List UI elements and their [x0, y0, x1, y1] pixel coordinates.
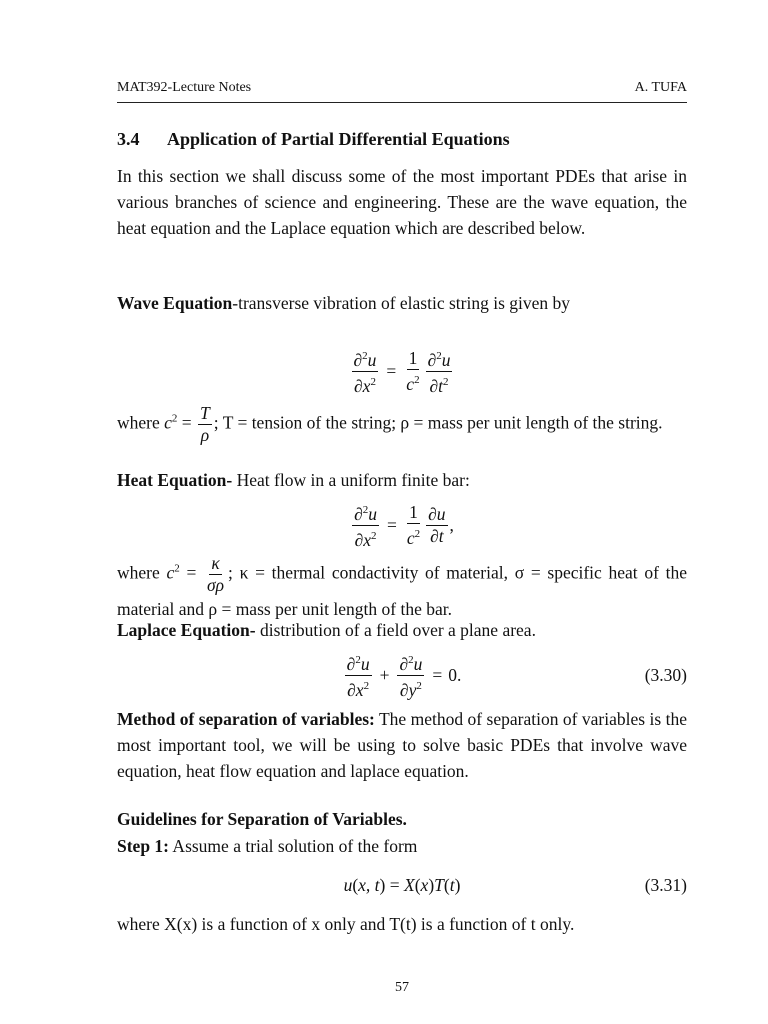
heat-where: where $c^2$ = $\frac{\kappa}{\sigma\rho}$ ; κ = thermal condactivity of material, σ = specific heat of the material and ρ = mass per unit length of the bar.	[117, 553, 687, 619]
method-label: Method of separation of variables:	[117, 709, 375, 729]
step1-label: Step 1:	[117, 836, 170, 856]
laplace-text: distribution of a field over a plane area.	[255, 620, 536, 640]
step1-heading	[117, 833, 687, 859]
step1-text: Assume a trial solution of the form	[169, 836, 418, 856]
laplace-heading	[117, 617, 687, 643]
header-author: A. TUFA	[634, 80, 687, 95]
guidelines-title	[117, 806, 687, 832]
section-title-text: Application of Partial Differential Equations	[167, 129, 510, 149]
header-rule	[117, 102, 687, 103]
laplace-eq-number: (3.30)	[644, 664, 687, 685]
wave-label: Wave Equation	[117, 293, 233, 313]
step1-eq-number: (3.31)	[644, 874, 687, 895]
laplace-equation: $\frac{\partial^2u}{\partial x^2}$ + $\frac{\partial^2u}{\partial y^2}$ = 0. (3.30)	[117, 650, 687, 701]
page	[117, 0, 687, 1024]
heat-equation: $\frac{\partial^2u}{\partial x^2}$ = $\frac{1}{c^2}$ $\frac{\partial u}{\partial t}$ ,	[354, 501, 454, 550]
running-header	[117, 80, 687, 100]
header-course: MAT392-Lecture Notes	[117, 80, 252, 95]
wave-heading	[117, 290, 687, 316]
intro-paragraph: In this section we shall discuss some of the most important PDEs that arise in various branches of science and engineering. These are the wave equation, the heat equation and the Laplace equation which are described below.	[117, 166, 687, 238]
method-text: The method of separation of variables is the most important tool, we will be using to solve basic PDEs that involve wave equation, heat flow equation and laplace equation.	[117, 709, 687, 781]
heat-label: Heat Equation-	[117, 470, 233, 490]
wave-text: -transverse vibration of elastic string is given by	[232, 293, 571, 313]
heat-text: Heat flow in a uniform finite bar:	[232, 470, 470, 490]
trial-solution-equation: u(x, t) = X(x)T(t) (3.31)	[343, 874, 687, 895]
guidelines-title-text: Guidelines for Separation of Variables.	[117, 809, 407, 829]
laplace-label: Laplace Equation-	[117, 620, 256, 640]
section-title	[117, 126, 687, 152]
heat-where-prefix: where	[117, 562, 160, 583]
method-paragraph	[117, 706, 687, 784]
heat-heading	[117, 467, 687, 493]
page-number: 57	[395, 980, 409, 995]
section-number: 3.4	[117, 129, 140, 149]
wave-equation: $\frac{\partial^2u}{\partial x^2}$ = $\frac{1}{c^2}$ $\frac{\partial^2u}{\partial t^2}$	[353, 347, 451, 396]
wave-where-suffix: ; T = tension of the string; ρ = mass per unit length of the string.	[213, 412, 663, 433]
wave-where-prefix: where	[117, 412, 160, 433]
heat-where-suffix: ; κ = thermal condactivity of material, σ = specific heat of the material and ρ = mass per unit length of the bar.	[117, 562, 687, 619]
step1-after: where X(x) is a function of x only and T(t) is a function of t only.	[117, 914, 575, 934]
wave-where: where $c^2$ = $\frac{T}{\rho}$ ; T = tension of the string; ρ = mass per unit length of the string.	[117, 403, 663, 445]
